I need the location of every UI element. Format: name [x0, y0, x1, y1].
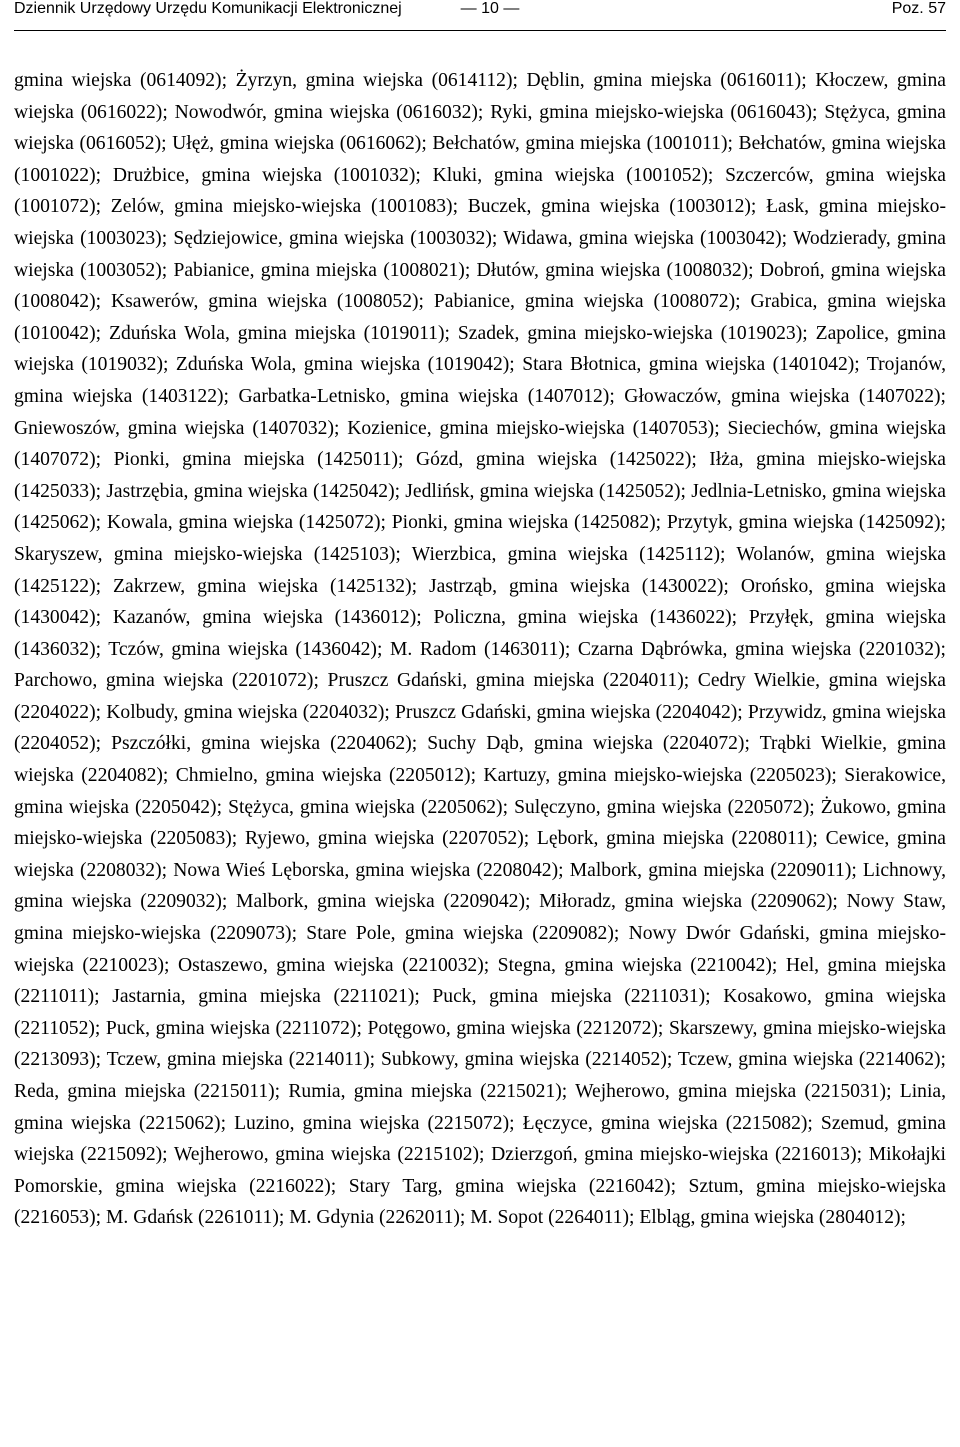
page-number: — 10 —: [460, 0, 520, 17]
position-number: Poz. 57: [891, 0, 946, 17]
page-header: [14, 0, 946, 31]
body-paragraph: gmina wiejska (0614092); Żyrzyn, gmina wiejska (0614112); Dęblin, gmina miejska (0616011); Kłoczew, gmina wiejska (0616022); Nowodwór, gmina wiejska (0616032); Ryki, gmina miejsko-wiejska (0616043); Stężyca, gmina wiejska (0616052); Ułęż, gmina wiejska (0616062); Bełchatów, gmina miejska (1001011); Bełchatów, gmina wiejska (1001022); Drużbice, gmina wiejska (1001032); Kluki, gmina wiejska (1001052); Szczerców, gmina wiejska (1001072); Zelów, gmina miejsko-wiejska (1001083); Buczek, gmina wiejska (1003012); Łask, gmina miejsko-wiejska (1003023); Sędziejowice, gmina wiejska (1003032); Widawa, gmina wiejska (1003042); Wodzierady, gmina wiejska (1003052); Pabianice, gmina miejska (1008021); Dłutów, gmina wiejska (1008032); Dobroń, gmina wiejska (1008042); Ksawerów, gmina wiejska (1008052); Pabianice, gmina wiejska (1008072); Grabica, gmina wiejska (1010042); Zduńska Wola, gmina miejska (1019011); Szadek, gmina miejsko-wiejska (1019023); Zapolice, gmina wiejska (1019032); Zduńska Wola, gmina wiejska (1019042); Stara Błotnica, gmina wiejska (1401042); Trojanów, gmina wiejska (1403122); Garbatka-Letnisko, gmina wiejska (1407012); Głowaczów, gmina wiejska (1407022); Gniewoszów, gmina wiejska (1407032); Kozienice, gmina miejsko-wiejska (1407053); Sieciechów, gmina wiejska (1407072); Pionki, gmina miejska (1425011); Gózd, gmina wiejska (1425022); Iłża, gmina miejsko-wiejska (1425033); Jastrzębia, gmina wiejska (1425042); Jedlińsk, gmina wiejska (1425052); Jedlnia-Letnisko, gmina wiejska (1425062); Kowala, gmina wiejska (1425072); Pionki, gmina wiejska (1425082); Przytyk, gmina wiejska (1425092); Skaryszew, gmina miejsko-wiejska (1425103); Wierzbica, gmina wiejska (1425112); Wolanów, gmina wiejska (1425122); Zakrzew, gmina wiejska (1425132); Jastrząb, gmina wiejska (1430022); Orońsko, gmina wiejska (1430042); Kazanów, gmina wiejska (1436012); Policzna, gmina wiejska (1436022); Przyłęk, gmina wiejska (1436032); Tczów, gmina wiejska (1436042); M. Radom (1463011); Czarna Dąbrówka, gmina wiejska (2201032); Parchowo, gmina wiejska (2201072); Pruszcz Gdański, gmina miejska (2204011); Cedry Wielkie, gmina wiejska (2204022); Kolbudy, gmina wiejska (2204032); Pruszcz Gdański, gmina wiejska (2204042); Przywidz, gmina wiejska (2204052); Pszczółki, gmina wiejska (2204062); Suchy Dąb, gmina wiejska (2204072); Trąbki Wielkie, gmina wiejska (2204082); Chmielno, gmina wiejska (2205012); Kartuzy, gmina miejsko-wiejska (2205023); Sierakowice, gmina wiejska (2205042); Stężyca, gmina wiejska (2205062); Sulęczyno, gmina wiejska (2205072); Żukowo, gmina miejsko-wiejska (2205083); Ryjewo, gmina wiejska (2207052); Lębork, gmina miejska (2208011); Cewice, gmina wiejska (2208032); Nowa Wieś Lęborska, gmina wiejska (2208042); Malbork, gmina miejska (2209011); Lichnowy, gmina wiejska (2209032); Malbork, gmina wiejska (2209042); Miłoradz, gmina wiejska (2209062); Nowy Staw, gmina miejsko-wiejska (2209073); Stare Pole, gmina wiejska (2209082); Nowy Dwór Gdański, gmina miejsko-wiejska (2210023); Ostaszewo, gmina wiejska (2210032); Stegna, gmina wiejska (2210042); Hel, gmina miejska (2211011); Jastarnia, gmina miejska (2211021); Puck, gmina miejska (2211031); Kosakowo, gmina wiejska (2211052); Puck, gmina wiejska (2211072); Potęgowo, gmina wiejska (2212072); Skarszewy, gmina miejsko-wiejska (2213093); Tczew, gmina miejska (2214011); Subkowy, gmina wiejska (2214052); Tczew, gmina wiejska (2214062); Reda, gmina miejska (2215011); Rumia, gmina miejska (2215021); Wejherowo, gmina miejska (2215031); Linia, gmina wiejska (2215062); Luzino, gmina wiejska (2215072); Łęczyce, gmina wiejska (2215082); Szemud, gmina wiejska (2215092); Wejherowo, gmina wiejska (2215102); Dzierzgoń, gmina miejsko-wiejska (2216013); Mikołajki Pomorskie, gmina wiejska (2216022); Stary Targ, gmina wiejska (2216042); Sztum, gmina miejsko-wiejska (2216053); M. Gdańsk (2261011); M. Gdynia (2262011); M. Sopot (2264011); Elbląg, gmina wiejska (2804012);: [14, 70, 946, 1229]
journal-title: Dziennik Urzędowy Urzędu Komunikacji Elektronicznej: [14, 0, 402, 17]
